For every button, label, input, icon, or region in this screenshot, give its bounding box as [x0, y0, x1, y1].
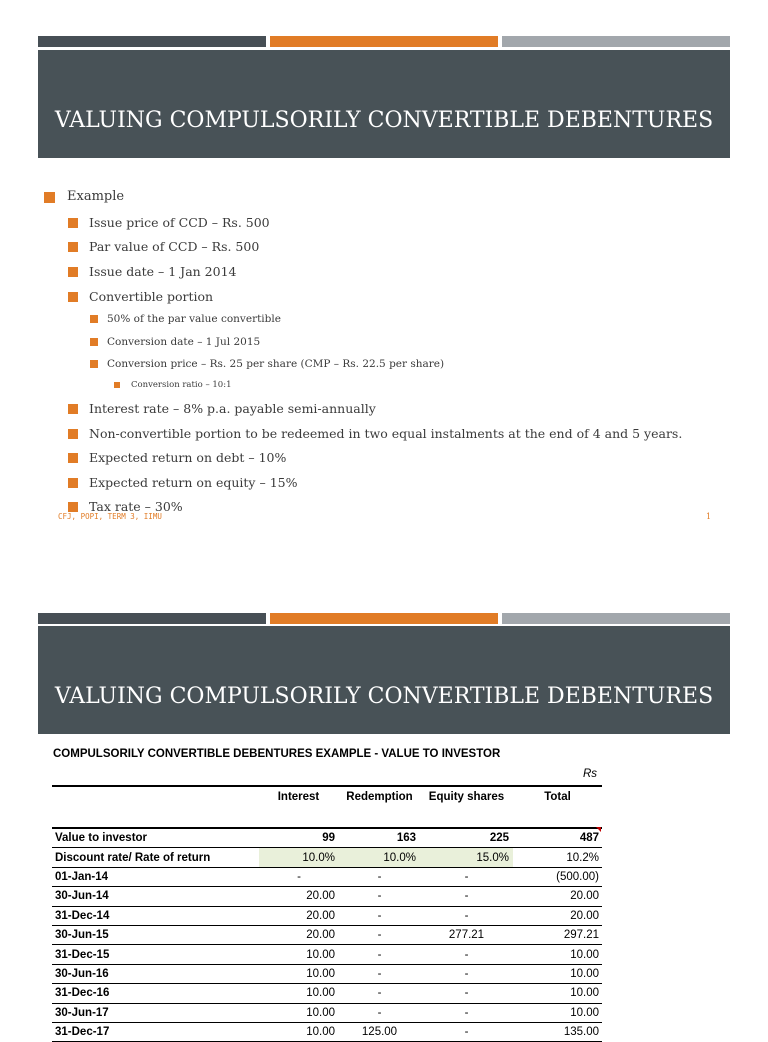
- slide-header: [38, 626, 730, 734]
- table-cell: 10.00: [513, 984, 602, 1003]
- bullet-square-icon: [44, 192, 55, 203]
- table-cell: -: [339, 887, 420, 906]
- table-row: [52, 1003, 602, 1022]
- table-cell: 10.00: [259, 984, 339, 1003]
- table-cell: 10.00: [513, 1003, 602, 1022]
- bullet-text: Tax rate – 30%: [89, 499, 183, 514]
- bullet-square-icon: [68, 429, 78, 439]
- table-cell: -: [259, 867, 339, 886]
- bullet-par-value: [68, 239, 259, 254]
- slide-title: VALUING COMPULSORILY CONVERTIBLE DEBENTURES: [54, 684, 714, 709]
- table-cell: 225: [420, 828, 513, 848]
- table-cell: -: [339, 964, 420, 983]
- table-row: [52, 945, 602, 964]
- table-cell: Value to investor: [52, 828, 259, 848]
- bullet-interest-rate: [68, 401, 376, 416]
- bullet-convertible-portion: [68, 289, 213, 304]
- table-cell: 10.2%: [513, 848, 602, 867]
- slide-2: [0, 576, 768, 1039]
- table-cell: -: [339, 945, 420, 964]
- table-cell: 125.00: [339, 1022, 420, 1041]
- bullet-square-icon: [68, 404, 78, 414]
- table-cell: 01-Jan-14: [52, 867, 259, 886]
- table-row: [52, 984, 602, 1003]
- table-cell: -: [420, 945, 513, 964]
- bullet-conversion-ratio: [114, 380, 232, 390]
- table-cell: 10.00: [513, 964, 602, 983]
- accent-bar-orange: [270, 36, 498, 47]
- table-row: [52, 867, 602, 886]
- bullet-text: 50% of the par value convertible: [107, 313, 281, 325]
- table-row: [52, 964, 602, 983]
- bullet-square-icon: [68, 267, 78, 277]
- table-cell: 20.00: [259, 906, 339, 925]
- table-cell: 10.00: [259, 945, 339, 964]
- header-cell: [52, 786, 259, 807]
- accent-bar-grey: [502, 36, 730, 47]
- page-number: 1: [706, 512, 712, 521]
- accent-bar-grey: [502, 613, 730, 624]
- table-cell: -: [420, 867, 513, 886]
- table-cell: 31-Dec-17: [52, 1022, 259, 1041]
- spacer-row: [52, 807, 602, 828]
- bullet-text: Par value of CCD – Rs. 500: [89, 239, 260, 254]
- table-cell: 10.0%: [339, 848, 420, 867]
- bullet-text: Expected return on debt – 10%: [89, 450, 287, 465]
- bullet-square-icon: [68, 242, 78, 252]
- header-cell: Redemption: [339, 786, 420, 807]
- bullet-return-debt: [68, 450, 286, 465]
- table-cell: 31-Dec-15: [52, 945, 259, 964]
- bullet-text: Conversion date – 1 Jul 2015: [107, 336, 261, 348]
- bullet-text: Issue date – 1 Jan 2014: [89, 264, 237, 279]
- bullet-return-equity: [68, 475, 297, 490]
- accent-bar-dark: [38, 36, 266, 47]
- table-cell: -: [420, 887, 513, 906]
- bullet-square-icon: [90, 315, 98, 323]
- currency-label: Rs: [583, 768, 598, 780]
- bullet-square-icon: [114, 382, 120, 388]
- table-cell: 99: [259, 828, 339, 848]
- table-cell: 135.00: [513, 1022, 602, 1041]
- bullet-conversion-date: [90, 336, 260, 348]
- bullet-text: Issue price of CCD – Rs. 500: [89, 215, 270, 230]
- table-cell: 20.00: [513, 906, 602, 925]
- bullet-text: Conversion price – Rs. 25 per share (CMP – Rs. 22.5 per share): [107, 358, 445, 370]
- table-cell: (500.00): [513, 867, 602, 886]
- table-title: COMPULSORILY CONVERTIBLE DEBENTURES EXAMPLE - VALUE TO INVESTOR: [53, 748, 501, 760]
- table-cell: 30-Jun-15: [52, 925, 259, 944]
- table-cell: 277.21: [420, 925, 513, 944]
- table-cell: 10.00: [259, 1003, 339, 1022]
- table-cell: -: [339, 1003, 420, 1022]
- table-cell: -: [339, 867, 420, 886]
- value-to-investor-table: [52, 785, 602, 1042]
- bullet-square-icon: [68, 478, 78, 488]
- table-cell: 15.0%: [420, 848, 513, 867]
- accent-bar-orange: [270, 613, 498, 624]
- bullet-convertible-share: [90, 313, 281, 325]
- slide-title: VALUING COMPULSORILY CONVERTIBLE DEBENTURES: [54, 108, 714, 133]
- table-cell: 10.00: [259, 1022, 339, 1041]
- table-cell: 297.21: [513, 925, 602, 944]
- bullet-square-icon: [90, 360, 98, 368]
- table-row: [52, 906, 602, 925]
- table-cell: 31-Dec-14: [52, 906, 259, 925]
- slide-header: [38, 50, 730, 158]
- bullet-square-icon: [68, 453, 78, 463]
- table-header-row: [52, 786, 602, 807]
- bullet-square-icon: [90, 338, 98, 346]
- header-cell: Equity shares: [420, 786, 513, 807]
- table-row: [52, 925, 602, 944]
- bullet-non-convertible: [68, 426, 682, 441]
- table-cell: 487: [513, 828, 602, 848]
- header-cell: Interest: [259, 786, 339, 807]
- table-cell: -: [420, 984, 513, 1003]
- table-cell: 10.00: [513, 945, 602, 964]
- table-cell: -: [339, 984, 420, 1003]
- comment-marker-icon: [596, 827, 601, 832]
- table-cell: 10.00: [259, 964, 339, 983]
- table-cell: -: [420, 964, 513, 983]
- table-cell: -: [339, 925, 420, 944]
- table-cell: 30-Jun-17: [52, 1003, 259, 1022]
- table-cell: Discount rate/ Rate of return: [52, 848, 259, 867]
- table-cell: 30-Jun-16: [52, 964, 259, 983]
- table-cell: -: [420, 906, 513, 925]
- table-cell: 20.00: [259, 925, 339, 944]
- accent-bar-dark: [38, 613, 266, 624]
- table-cell: 163: [339, 828, 420, 848]
- bullet-square-icon: [68, 292, 78, 302]
- bullet-issue-price: [68, 215, 270, 230]
- bullet-text: Interest rate – 8% p.a. payable semi-annually: [89, 401, 376, 416]
- table-cell: 31-Dec-16: [52, 984, 259, 1003]
- table-cell: -: [420, 1022, 513, 1041]
- bullet-text: Expected return on equity – 15%: [89, 475, 298, 490]
- discount-rate-row: [52, 848, 602, 867]
- table-cell: 20.00: [513, 887, 602, 906]
- bullet-text: Example: [67, 189, 125, 204]
- bullet-text: Conversion ratio – 10:1: [131, 380, 232, 390]
- table-cell: 20.00: [259, 887, 339, 906]
- slide-footer: CFJ, POPI, TERM 3, IIMU: [58, 512, 162, 521]
- bullet-square-icon: [68, 502, 78, 512]
- bullet-issue-date: [68, 264, 237, 279]
- bullet-conversion-price: [90, 358, 444, 370]
- bullet-text: Non-convertible portion to be redeemed in two equal instalments at the end of 4 and 5 years.: [89, 426, 683, 441]
- value-to-investor-row: [52, 828, 602, 848]
- table-cell: -: [339, 906, 420, 925]
- bullet-text: Convertible portion: [89, 289, 214, 304]
- header-cell: Total: [513, 786, 602, 807]
- table-cell: 10.0%: [259, 848, 339, 867]
- table-row: [52, 887, 602, 906]
- table-cell: -: [420, 1003, 513, 1022]
- table-row: [52, 1022, 602, 1041]
- bullet-square-icon: [68, 218, 78, 228]
- table-cell: 30-Jun-14: [52, 887, 259, 906]
- bullet-example: [44, 189, 124, 204]
